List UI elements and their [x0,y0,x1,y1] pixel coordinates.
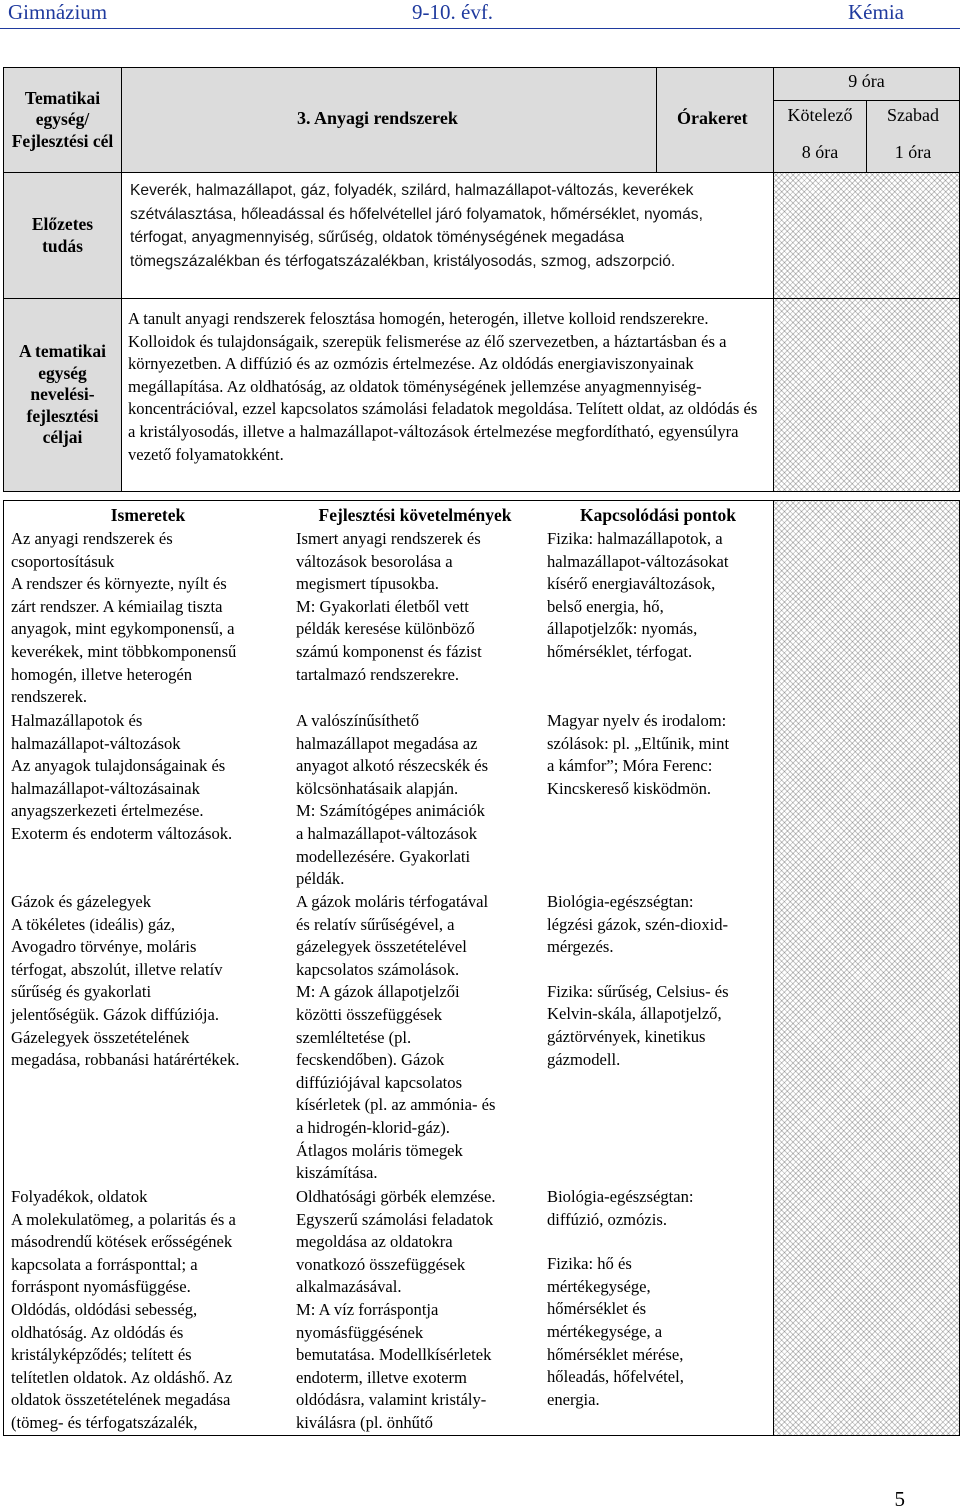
text-line: anyagot alkotó részecskék és [296,756,489,776]
text-line: nyomásfüggésének [296,1322,424,1342]
text-line: diffúzió, ozmózis. [547,1209,667,1229]
text-line: térfogat, abszolút, illetve relatív [11,959,223,979]
row2-requirements [296,710,541,891]
unit-title-cell [121,67,657,173]
text-line: mértékegysége, a [547,1321,663,1341]
goals-text-cell [121,298,774,492]
text-line: Oldhatósági görbék elemzése. [296,1187,496,1206]
mandatory-hours: 8 óra [801,142,839,162]
text-line: Oldódás, oldódási sebesség, [11,1299,198,1319]
text-line: gázmodell. [547,1049,621,1069]
text-line: légzési gázok, szén-dioxid- [547,914,729,934]
text-line: A gázok moláris térfogatával [296,892,489,911]
text-line: Az anyagi rendszerek és [11,529,173,548]
text-line: mérgezés. [547,937,614,957]
text-line: A rendszer és környezte, nyílt és [11,574,227,594]
text-line: közötti összefüggések [296,1004,443,1024]
free-hours: 1 óra [894,142,932,162]
text-line: szólások: pl. „Eltűnik, mint [547,733,730,753]
time-label: Órakeret [677,108,748,128]
text-line: Magyar nyelv és irodalom: [547,711,727,730]
text-line: Átlagos moláris tömegek [296,1140,463,1160]
text-line: oldhatóság. Az oldódás és [11,1322,184,1342]
header-school: Gimnázium [8,0,108,24]
text-line: Exoterm és endoterm változások. [11,823,233,843]
row4-links [547,1186,772,1411]
text-line: és relatív sűrűségével, a [296,914,455,934]
prior-label: Előzetes tudás [31,214,94,256]
hours-total-cell [773,67,960,101]
text-line: a hidrogén-klorid-gáz). [296,1117,450,1137]
text-line: csoportosításuk [11,551,115,571]
prior-text-cell [121,172,774,299]
text-line: sűrűség és gyakorlati [11,982,152,1002]
text-line: belső energia, hő, [547,596,664,616]
free-label: Szabad [887,105,939,125]
row1-knowledge [11,528,291,709]
row2-knowledge [11,710,291,846]
mandatory-label: Kötelező [787,105,853,125]
text-line: vonatkozó összefüggések [296,1254,466,1274]
text-line: forráspont nyomásfüggése. [11,1277,191,1297]
text-line: Avogadro törvénye, moláris [11,937,197,957]
text-line: szemléltetése (pl. [296,1027,412,1047]
text-line: anyagszerkezeti értelmezése. [11,801,204,821]
text-line: példák keresése különböző [296,619,475,639]
text-line: Az anyagok tulajdonságainak és [11,756,226,776]
text-line: kölcsönhatásaik alapján. [296,778,459,798]
text-line: A molekulatömeg, a polaritás és a [11,1209,236,1229]
text-line: modellezésére. Gyakorlati [296,846,471,866]
text-line: endoterm, illetve exoterm [296,1367,467,1387]
col-header-requirements: Fejlesztési követelmények [318,505,512,525]
text-line: másodrendű kötések erősségének [11,1232,233,1252]
goals-label: A tematikai egység nevelési-fejlesztési céljai [18,341,106,448]
text-line: tartalmazó rendszerekre. [296,664,460,684]
text-line: diffúziójával kapcsolatos [296,1072,463,1092]
text-line: telítetlen oldatok. Az oldáshő. Az [11,1367,233,1387]
text-line: Fizika: hő és [547,1254,632,1274]
col-header-links: Kapcsolódási pontok [579,505,737,525]
text-line: gáztörvények, kinetikus [547,1026,706,1046]
text-line: Halmazállapotok és [11,711,143,730]
text-line: halmazállapot-változások [11,733,181,753]
text-line: rendszerek. [11,687,88,707]
text-line: kiválásra (pl. önhűtő [296,1412,433,1432]
row3-requirements [296,891,541,1185]
goals-label-cell [3,298,122,492]
row1-links [547,528,772,664]
text-line: alkalmazásával. [296,1277,402,1297]
row2-links [547,710,772,800]
page-header [0,0,960,26]
text-line: M: A gázok állapotjelzői [296,982,460,1002]
text-line: Ismert anyagi rendszerek és [296,529,481,548]
text-line: megismert típusokba. [296,574,439,594]
goals-hatched-cell [773,298,960,492]
text-line: Biológia-egészségtan: [547,892,694,911]
row4-knowledge [11,1186,291,1435]
text-line: hőleadás, hőfelvétel, [547,1367,684,1387]
row3-links [547,891,772,1071]
text-line: zárt rendszer. A kémiailag tiszta [11,596,223,616]
text-line: M: Gyakorlati életből vett [296,596,469,616]
header-subject: Kémia [848,0,904,24]
text-line: példák. [296,869,345,889]
text-line: homogén, illetve heterogén [11,664,193,684]
text-line: Folyadékok, oldatok [11,1187,148,1206]
text-line: Kincskereső kisködmön. [547,778,712,798]
text-line: a kámfor”; Móra Ferenc: [547,756,713,776]
page-number: 5 [894,1487,905,1511]
text-line: hőmérséklet mérése, [547,1344,684,1364]
text-line: oldatok összetételének megadása [11,1390,231,1410]
row4-requirements [296,1186,541,1435]
header-grade: 9-10. évf. [412,0,494,24]
text-line: A valószínűsíthető [296,711,420,730]
row3-knowledge [11,891,291,1072]
text-line: kiszámítása. [296,1163,378,1183]
free-cell [866,100,960,173]
prior-label-cell [3,172,122,299]
unit-title: 3. Anyagi rendszerek [297,108,458,128]
text-line: Biológia-egészségtan: [547,1187,694,1206]
text-line: számú komponenst és fázist [296,641,482,661]
text-line: mértékegysége, [547,1276,651,1296]
text-line: kapcsolata a forrásponttal; a [11,1254,198,1274]
text-line: kapcsolatos számolások. [296,959,460,979]
content-hatched-cell [773,500,960,1436]
text-line: a halmazállapot-változások [296,823,478,843]
time-label-cell [656,67,774,173]
text-line: Gázok és gázelegyek [11,892,152,911]
unit-label: Tematikai egység/ Fejlesztési cél [11,87,114,151]
text-line: energia. [547,1389,600,1409]
text-line: fecskendőben). Gázok [296,1050,445,1070]
text-line: kísérletek (pl. az ammónia- és [296,1095,496,1115]
text-line: jelentőségük. Gázok diffúziója. [11,1004,219,1024]
mandatory-cell [773,100,867,173]
text-line: A tökéletes (ideális) gáz, [11,914,176,934]
goals-text: A tanult anyagi rendszerek felosztása homogén, heterogén, illetve kolloid rendszerekre. Kolloidok és tulajdonságaik, szerepük felismerése az élő szervezetben, a háztartásban és a környezetben. A diffúzió és az ozmózis értelmezése. Az oldódás energiaviszonyainak megállapítása. Az oldhatóság, az oldatok töménységének jellemzése anyagmennyiség-koncentrációval, ezzel kapcsolatos számolási feladatok megoldása. Telített oldat, az oldódás és a kristályosodás, illetve a halmazállapot-változások értelmezése megfordítható, egyensúlyra vezető folyamatokként. [128,309,758,464]
text-line: keverékek, mint többkomponensű [11,641,237,661]
text-line: Gázelegyek összetételének [11,1027,190,1047]
text-line: halmazállapot-változásainak [11,778,200,798]
header-rule [0,28,960,29]
prior-text: Keverék, halmazállapot, gáz, folyadék, szilárd, halmazállapot-változás, keverékek szétválasztása, hőleadással és hőfelvétellel járó folyamatok, hőmérséklet, nyomás, térfogat, anyagmennyiség, sűrűség, oldatok töménységének megadása tömegszázalékban és térfogatszázalékban, kristályosodás, szmog, adszorpció. [130,182,703,270]
text-line: gázelegyek összetételével [296,937,467,957]
col-header-knowledge: Ismeretek [110,505,186,525]
text-line: (tömeg- és térfogatszázalék, [11,1412,198,1432]
text-line: M: A víz forráspontja [296,1299,439,1319]
text-line: Kelvin-skála, állapotjelző, [547,1004,722,1024]
text-line: állapotjelzők: nyomás, [547,619,698,639]
text-line: hőmérséklet és [547,1299,647,1319]
text-line: kísérő energiaváltozások, [547,574,716,594]
text-line: hőmérséklet, térfogat. [547,641,693,661]
text-line: Egyszerű számolási feladatok [296,1209,494,1229]
text-line: megadása, robbanási határértékek. [11,1050,240,1070]
text-line: Fizika: halmazállapotok, a [547,529,723,548]
text-line: változások besorolása a [296,551,453,571]
text-line: halmazállapot megadása az [296,733,478,753]
text-line: M: Számítógépes animációk [296,801,485,821]
text-line: anyagok, mint egykomponensű, a [11,619,235,639]
text-line: oldódásra, valamint kristály- [296,1390,487,1410]
text-line: megoldása az oldatokra [296,1232,453,1252]
text-line: bemutatása. Modellkísérletek [296,1345,492,1365]
text-line: Fizika: sűrűség, Celsius- és [547,981,729,1001]
prior-hatched-cell [773,172,960,299]
text-line: halmazállapot-változásokat [547,551,729,571]
hours-total: 9 óra [848,71,885,91]
row1-requirements [296,528,541,686]
text-line: kristályképződés; telített és [11,1345,192,1365]
unit-label-cell [3,67,122,173]
